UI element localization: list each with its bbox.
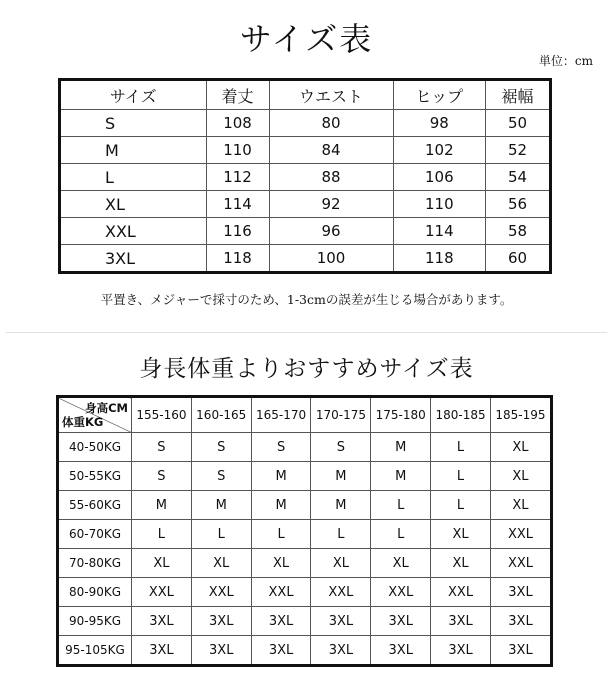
header-waist: ウエスト (269, 80, 393, 110)
recommended-size-cell: S (191, 462, 251, 491)
measurement-cell: 88 (269, 164, 393, 191)
height-range-header: 185-195 (490, 397, 551, 433)
recommended-size-cell: XXL (311, 578, 371, 607)
recommended-size-cell: L (191, 520, 251, 549)
recommended-size-cell: L (431, 462, 491, 491)
recommended-size-cell: XL (371, 549, 431, 578)
recommended-size-cell: L (132, 520, 192, 549)
measurement-cell: 118 (206, 245, 269, 273)
recommended-size-cell: XXL (371, 578, 431, 607)
recommended-size-cell: M (191, 491, 251, 520)
size-table-body (60, 110, 551, 273)
measurement-cell: 54 (486, 164, 551, 191)
recommended-size-cell: M (251, 491, 311, 520)
recommended-size-cell: 3XL (311, 636, 371, 666)
height-range-header: 180-185 (431, 397, 491, 433)
corner-cell (58, 397, 132, 433)
height-range-header: 165-170 (251, 397, 311, 433)
recommended-size-cell: L (431, 491, 491, 520)
recommended-size-cell: L (371, 491, 431, 520)
weight-range-cell: 50-55KG (58, 462, 132, 491)
measurement-cell: 114 (206, 191, 269, 218)
recommended-size-cell: M (371, 433, 431, 462)
measurement-cell: 118 (393, 245, 486, 273)
recommended-size-cell: 3XL (191, 636, 251, 666)
recommended-size-cell: 3XL (431, 636, 491, 666)
recommended-size-cell: XL (311, 549, 371, 578)
weight-range-cell: 80-90KG (58, 578, 132, 607)
height-range-header: 170-175 (311, 397, 371, 433)
recommended-size-cell: XL (191, 549, 251, 578)
recommended-size-cell: XXL (132, 578, 192, 607)
table-row (58, 549, 552, 578)
recommended-size-cell: 3XL (371, 607, 431, 636)
measurement-cell: 50 (486, 110, 551, 137)
table-row (58, 433, 552, 462)
recommended-size-cell: 3XL (251, 636, 311, 666)
recommended-size-cell: 3XL (490, 607, 551, 636)
recommended-size-cell: XL (431, 520, 491, 549)
size-label-cell: L (60, 164, 207, 191)
recommended-size-cell: L (251, 520, 311, 549)
measurement-cell: 106 (393, 164, 486, 191)
measurement-cell: 80 (269, 110, 393, 137)
measurement-note: 平置き、メジャーで採寸のため、1-3cmの誤差が生じる場合があります。 (100, 292, 513, 307)
section-divider (6, 332, 607, 333)
recommended-size-cell: 3XL (132, 636, 192, 666)
recommended-size-cell: XXL (191, 578, 251, 607)
recommended-size-cell: L (371, 520, 431, 549)
size-table-header-row (60, 80, 551, 110)
table-row (58, 636, 552, 666)
recommended-size-cell: XXL (490, 520, 551, 549)
measurement-cell: 110 (206, 137, 269, 164)
measurement-cell: 112 (206, 164, 269, 191)
size-label-cell: 3XL (60, 245, 207, 273)
recommend-table-header-row (58, 397, 552, 433)
weight-range-cell: 90-95KG (58, 607, 132, 636)
recommended-size-cell: 3XL (132, 607, 192, 636)
table-row (60, 164, 551, 191)
table-row (60, 110, 551, 137)
table-row (58, 520, 552, 549)
size-label-cell: XL (60, 191, 207, 218)
table-row (58, 607, 552, 636)
recommended-size-cell: XL (490, 462, 551, 491)
table-row (58, 578, 552, 607)
recommended-size-cell: 3XL (371, 636, 431, 666)
recommend-table-body (58, 433, 552, 666)
measurement-cell: 56 (486, 191, 551, 218)
table-row (58, 491, 552, 520)
measurement-cell: 92 (269, 191, 393, 218)
measurement-cell: 110 (393, 191, 486, 218)
weight-range-cell: 40-50KG (58, 433, 132, 462)
recommended-size-cell: S (311, 433, 371, 462)
table-row (60, 245, 551, 273)
header-size: サイズ (60, 80, 207, 110)
recommended-size-cell: M (371, 462, 431, 491)
measurement-cell: 58 (486, 218, 551, 245)
height-range-header: 155-160 (132, 397, 192, 433)
table-row (58, 462, 552, 491)
weight-axis-label: 体重KG (62, 415, 104, 429)
header-hem: 裾幅 (486, 80, 551, 110)
measurement-cell: 60 (486, 245, 551, 273)
size-label-cell: S (60, 110, 207, 137)
recommended-size-cell: XL (431, 549, 491, 578)
recommended-size-cell: S (132, 433, 192, 462)
height-axis-label: 身高CM (85, 401, 128, 415)
measurement-cell: 84 (269, 137, 393, 164)
header-length: 着丈 (206, 80, 269, 110)
size-label-cell: M (60, 137, 207, 164)
recommended-size-cell: XL (251, 549, 311, 578)
recommended-size-cell: M (251, 462, 311, 491)
measurement-cell: 102 (393, 137, 486, 164)
recommended-size-cell: 3XL (490, 636, 551, 666)
weight-range-cell: 70-80KG (58, 549, 132, 578)
measurement-cell: 98 (393, 110, 486, 137)
recommended-size-cell: XXL (431, 578, 491, 607)
recommended-size-cell: 3XL (431, 607, 491, 636)
size-label-cell: XXL (60, 218, 207, 245)
weight-range-cell: 55-60KG (58, 491, 132, 520)
unit-label: 単位：cm (538, 54, 593, 68)
recommend-chart-title: 身長体重よりおすすめサイズ表 (139, 356, 474, 382)
measurement-cell: 114 (393, 218, 486, 245)
recommended-size-cell: XL (132, 549, 192, 578)
measurement-cell: 52 (486, 137, 551, 164)
table-row (60, 218, 551, 245)
recommended-size-cell: XL (490, 433, 551, 462)
recommended-size-cell: XXL (251, 578, 311, 607)
recommended-size-cell: M (311, 491, 371, 520)
recommended-size-cell: M (132, 491, 192, 520)
recommended-size-cell: XXL (490, 549, 551, 578)
weight-range-cell: 95-105KG (58, 636, 132, 666)
size-table (58, 78, 552, 274)
measurement-cell: 100 (269, 245, 393, 273)
measurement-cell: 108 (206, 110, 269, 137)
recommended-size-cell: S (132, 462, 192, 491)
weight-range-cell: 60-70KG (58, 520, 132, 549)
recommended-size-cell: L (311, 520, 371, 549)
table-row (60, 191, 551, 218)
height-range-header: 175-180 (371, 397, 431, 433)
header-hip: ヒップ (393, 80, 486, 110)
table-row (60, 137, 551, 164)
recommended-size-cell: 3XL (490, 578, 551, 607)
recommended-size-cell: S (191, 433, 251, 462)
recommended-size-cell: S (251, 433, 311, 462)
recommended-size-cell: 3XL (191, 607, 251, 636)
measurement-cell: 96 (269, 218, 393, 245)
size-chart-title: サイズ表 (239, 20, 374, 58)
recommended-size-cell: XL (490, 491, 551, 520)
measurement-cell: 116 (206, 218, 269, 245)
height-range-header: 160-165 (191, 397, 251, 433)
recommend-table (56, 395, 553, 667)
recommended-size-cell: 3XL (251, 607, 311, 636)
recommended-size-cell: M (311, 462, 371, 491)
recommended-size-cell: L (431, 433, 491, 462)
recommended-size-cell: 3XL (311, 607, 371, 636)
